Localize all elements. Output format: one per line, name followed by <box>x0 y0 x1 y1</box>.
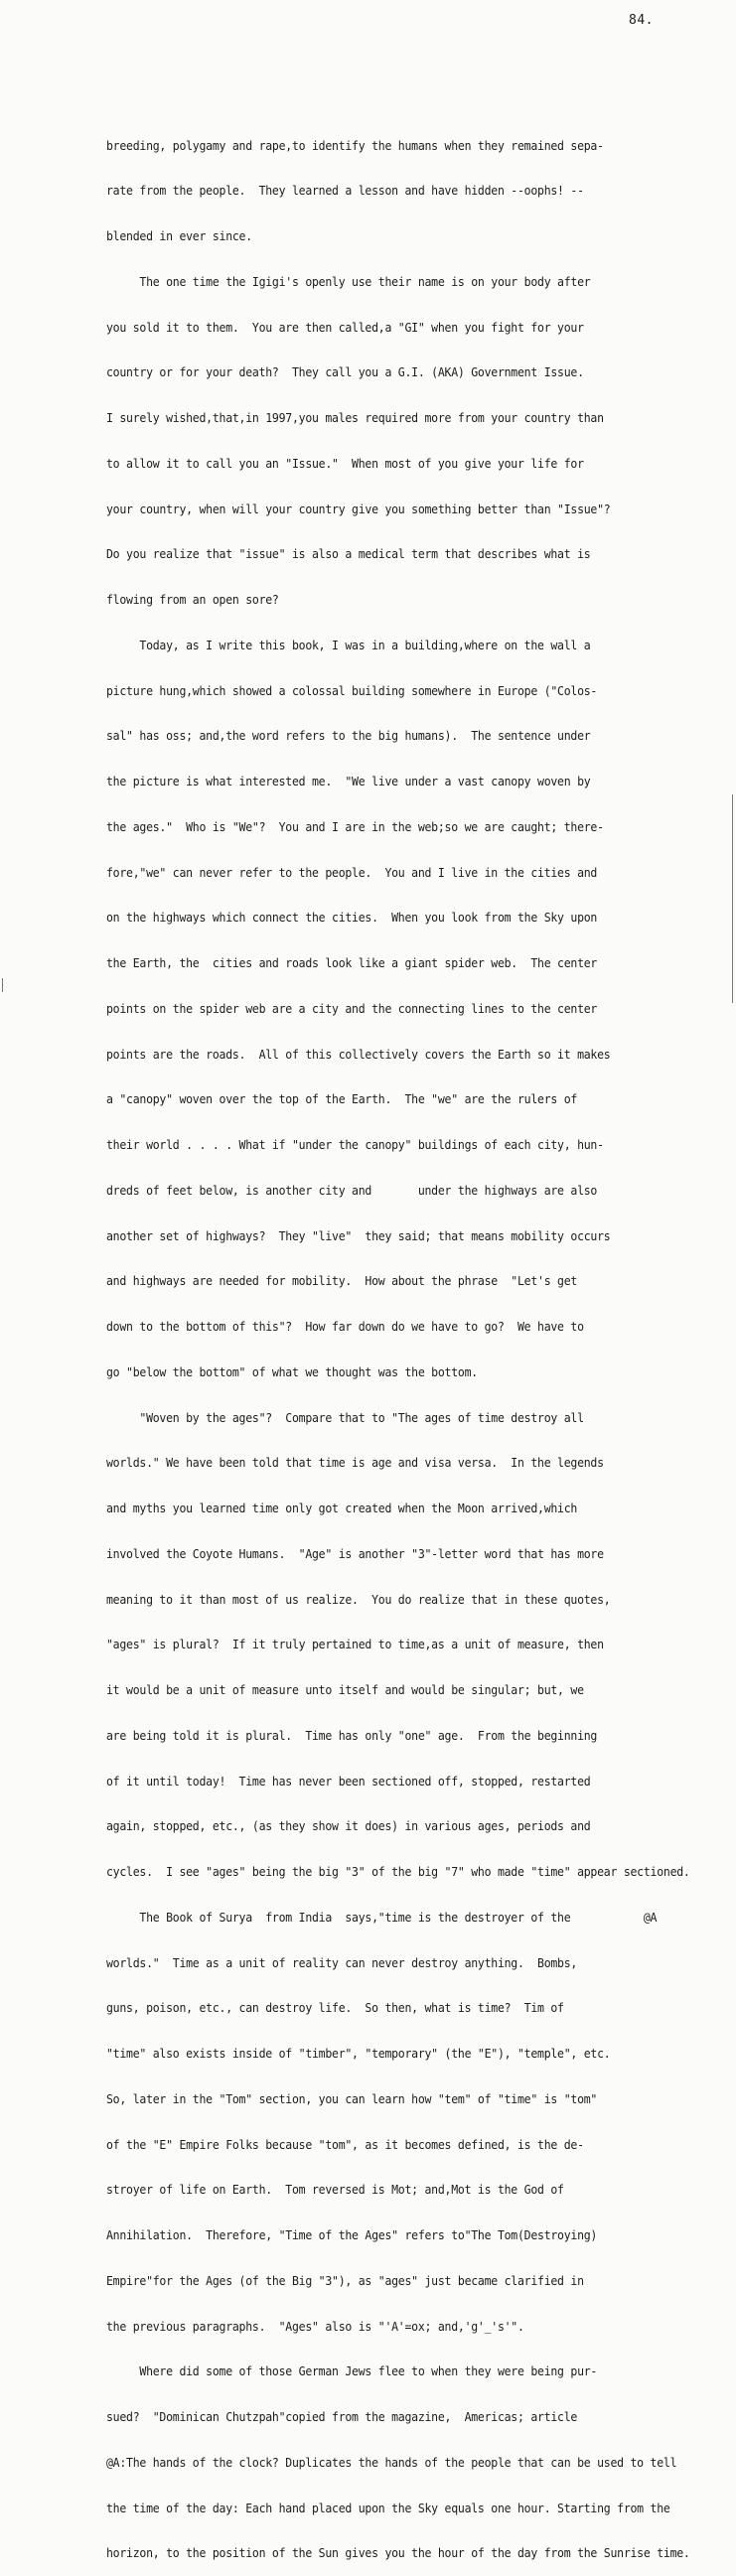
text-line: of the "E" Empire Folks because "tom", as it becomes defined, is the de- <box>106 2136 584 2152</box>
text-line: Today, as I write this book, I was in a building,where on the wall a <box>106 637 591 652</box>
text-line: again, stopped, etc., (as they show it does) in various ages, periods and <box>106 1818 591 1834</box>
text-line: fore,"we" can never refer to the people. You and I live in the cities and <box>106 864 598 880</box>
text-line: flowing from an open sore? <box>106 592 279 607</box>
text-line: country or for your death? They call you a G.I. (AKA) Government Issue. <box>106 364 584 380</box>
text-line: the Earth, the cities and roads look like a giant spider web. The center <box>106 955 598 970</box>
text-line: their world . . . . What if "under the canopy" buildings of each city, hun- <box>106 1137 604 1152</box>
text-line: another set of highways? They "live" they said; that means mobility occurs <box>106 1227 611 1243</box>
footnote-line: horizon, to the position of the Sun gives you the hour of the day from the Sunrise time. <box>106 2545 690 2561</box>
text-line: dreds of feet below, is another city and under the highways are also <box>106 1182 598 1198</box>
text-line: you sold it to them. You are then called,a "GI" when you fight for your <box>106 319 584 335</box>
text-line: guns, poison, etc., can destroy life. So then, what is time? Tim of <box>106 2000 564 2016</box>
page-number: 84. <box>629 13 654 28</box>
text-line: it would be a unit of measure unto itself and would be singular; but, we <box>106 1682 584 1697</box>
text-line: stroyer of life on Earth. Tom reversed is Mot; and,Mot is the God of <box>106 2182 564 2198</box>
scan-edge-mark <box>2 978 3 992</box>
text-line: rate from the people. They learned a lesson and have hidden --oophs! -- <box>106 183 584 199</box>
text-line: the previous paragraphs. "Ages" also is "'A'=ox; and,'g'_'s'". <box>106 2318 524 2334</box>
text-line: sued? "Dominican Chutzpah"copied from the magazine, Americas; article <box>106 2409 578 2424</box>
text-line: the ages." Who is "We"? You and I are in the web;so we are caught; there- <box>106 818 604 834</box>
footnote-line: @A:The hands of the clock? Duplicates the hands of the people that can be used to tell <box>106 2454 677 2470</box>
text-line: worlds." We have been told that time is age and visa versa. In the legends <box>106 1455 604 1471</box>
text-line: worlds." Time as a unit of reality can never destroy anything. Bombs, <box>106 1954 578 1970</box>
text-line: "ages" is plural? If it truly pertained to time,as a unit of measure, then <box>106 1637 604 1652</box>
text-line: on the highways which connect the cities. When you look from the Sky upon <box>106 910 598 926</box>
text-line: "time" also exists inside of "timber", "temporary" (the "E"), "temple", etc. <box>106 2046 611 2061</box>
text-line: points on the spider web are a city and the connecting lines to the center <box>106 1000 598 1016</box>
text-line: are being told it is plural. Time has only "one" age. From the beginning <box>106 1727 598 1743</box>
text-line: Do you realize that "issue" is also a medical term that describes what is <box>106 546 591 562</box>
text-line: meaning to it than most of us realize. You do realize that in these quotes, <box>106 1591 611 1607</box>
text-line: blended in ever since. <box>106 228 252 243</box>
text-line: I surely wished,that,in 1997,you males required more from your country than <box>106 410 604 425</box>
text-line: involved the Coyote Humans. "Age" is another "3"-letter word that has more <box>106 1545 604 1561</box>
text-line: your country, when will your country give you something better than "Issue"? <box>106 501 611 516</box>
document-body <box>106 107 690 2576</box>
text-line: go "below the bottom" of what we thought was the bottom. <box>106 1363 478 1379</box>
text-line: points are the roads. All of this collectively covers the Earth so it makes <box>106 1046 611 1062</box>
text-line: breeding, polygamy and rape,to identify the humans when they remained sepa- <box>106 137 604 153</box>
text-line: So, later in the "Tom" section, you can learn how "tem" of "time" is "tom" <box>106 2090 598 2106</box>
text-line: sal" has oss; and,the word refers to the big humans). The sentence under <box>106 728 591 744</box>
text-line: of it until today! Time has never been sectioned off, stopped, restarted <box>106 1773 591 1789</box>
text-line: cycles. I see "ages" being the big "3" of the big "7" who made "time" appear sectioned. <box>106 1864 690 1879</box>
text-line: "Woven by the ages"? Compare that to "The ages of time destroy all <box>106 1409 584 1425</box>
text-line: a "canopy" woven over the top of the Earth. The "we" are the rulers of <box>106 1091 578 1107</box>
text-line: to allow it to call you an "Issue." When most of you give your life for <box>106 455 584 471</box>
text-line: The Book of Surya from India says,"time is the destroyer of the @A <box>106 1909 658 1925</box>
text-line: the picture is what interested me. "We live under a vast canopy woven by <box>106 774 591 788</box>
text-line: picture hung,which showed a colossal building somewhere in Europe ("Colos- <box>106 682 598 698</box>
text-line: Where did some of those German Jews flee to when they were being pur- <box>106 2363 598 2379</box>
text-line: and highways are needed for mobility. How about the phrase "Let's get <box>106 1273 578 1289</box>
text-line: and myths you learned time only got created when the Moon arrived,which <box>106 1501 578 1515</box>
scan-edge-mark <box>732 794 733 1003</box>
text-line: Annihilation. Therefore, "Time of the Ages" refers to"The Tom(Destroying) <box>106 2227 598 2242</box>
footnote-line: the time of the day: Each hand placed upon the Sky equals one hour. Starting from the <box>106 2500 670 2515</box>
text-line: The one time the Igigi's openly use their name is on your body after <box>106 273 591 289</box>
text-line: Empire"for the Ages (of the Big "3"), as "ages" just became clarified in <box>106 2272 584 2288</box>
text-line: down to the bottom of this"? How far down do we have to go? We have to <box>106 1319 584 1334</box>
